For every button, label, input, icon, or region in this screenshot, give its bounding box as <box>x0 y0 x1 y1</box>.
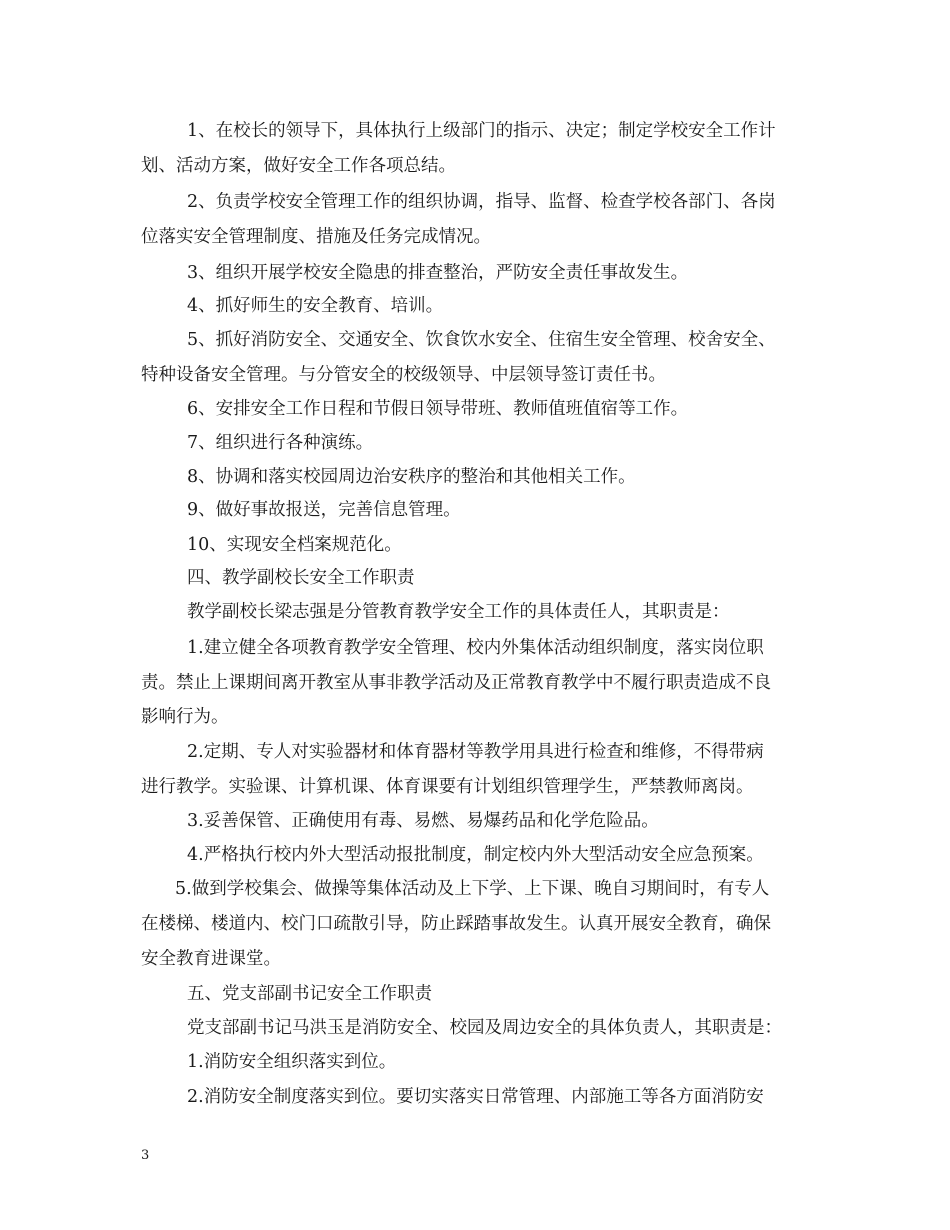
text-line: 2.定期、专人对实验器材和体育器材等教学用具进行检查和维修，不得带病 <box>187 742 764 762</box>
text-line: 5、抓好消防安全、交通安全、饮食饮水安全、住宿生安全管理、校舍安全、 <box>187 330 776 350</box>
text-line: 4.严格执行校内外大型活动报批制度，制定校内外大型活动安全应急预案。 <box>187 845 764 865</box>
text-line: 位落实安全管理制度、措施及任务完成情况。 <box>141 227 491 247</box>
text-line: 4、抓好师生的安全教育、培训。 <box>187 296 444 316</box>
text-line: 责。禁止上课期间离开教室从事非教学活动及正常教育教学中不履行职责造成不良 <box>141 673 771 693</box>
text-line: 9、做好事故报送，完善信息管理。 <box>187 500 461 520</box>
text-line: 1.建立健全各项教育教学安全管理、校内外集体活动组织制度，落实岗位职 <box>187 638 764 658</box>
text-line: 1.消防安全组织落实到位。 <box>187 1052 397 1072</box>
text-line: 划、活动方案，做好安全工作各项总结。 <box>141 156 456 176</box>
text-line: 安全教育进课堂。 <box>141 949 281 969</box>
text-line: 1、在校长的领导下，具体执行上级部门的指示、决定；制定学校安全工作计 <box>187 121 776 141</box>
text-line: 2、负责学校安全管理工作的组织协调，指导、监督、检查学校各部门、各岗 <box>187 192 776 212</box>
text-line: 7、组织进行各种演练。 <box>187 433 374 453</box>
text-line: 党支部副书记马洪玉是消防安全、校园及周边安全的具体负责人，其职责是： <box>187 1018 782 1038</box>
text-line: 在楼梯、楼道内、校门口疏散引导，防止踩踏事故发生。认真开展安全教育，确保 <box>141 914 771 934</box>
page-number: 3 <box>141 1148 150 1163</box>
text-line: 进行教学。实验课、计算机课、体育课要有计划组织管理学生，严禁教师离岗。 <box>141 777 754 797</box>
text-line: 8、协调和落实校园周边治安秩序的整治和其他相关工作。 <box>187 467 636 487</box>
section-heading: 五、党支部副书记安全工作职责 <box>187 984 432 1004</box>
text-line: 6、安排安全工作日程和节假日领导带班、教师值班值宿等工作。 <box>187 399 689 419</box>
text-line: 3、组织开展学校安全隐患的排查整治，严防安全责任事故发生。 <box>187 263 689 283</box>
text-line: 5.做到学校集会、做操等集体活动及上下学、上下课、晚自习期间时，有专人 <box>175 879 770 899</box>
text-line: 2.消防安全制度落实到位。要切实落实日常管理、内部施工等各方面消防安 <box>187 1087 764 1107</box>
text-line: 3.妥善保管、正确使用有毒、易燃、易爆药品和化学危险品。 <box>187 811 659 831</box>
text-line: 影响行为。 <box>141 707 229 727</box>
section-heading: 四、教学副校长安全工作职责 <box>187 568 415 588</box>
text-line: 10、实现安全档案规范化。 <box>187 535 402 555</box>
text-line: 教学副校长梁志强是分管教育教学安全工作的具体责任人，其职责是： <box>187 602 730 622</box>
text-line: 特种设备安全管理。与分管安全的校级领导、中层领导签订责任书。 <box>141 365 666 385</box>
